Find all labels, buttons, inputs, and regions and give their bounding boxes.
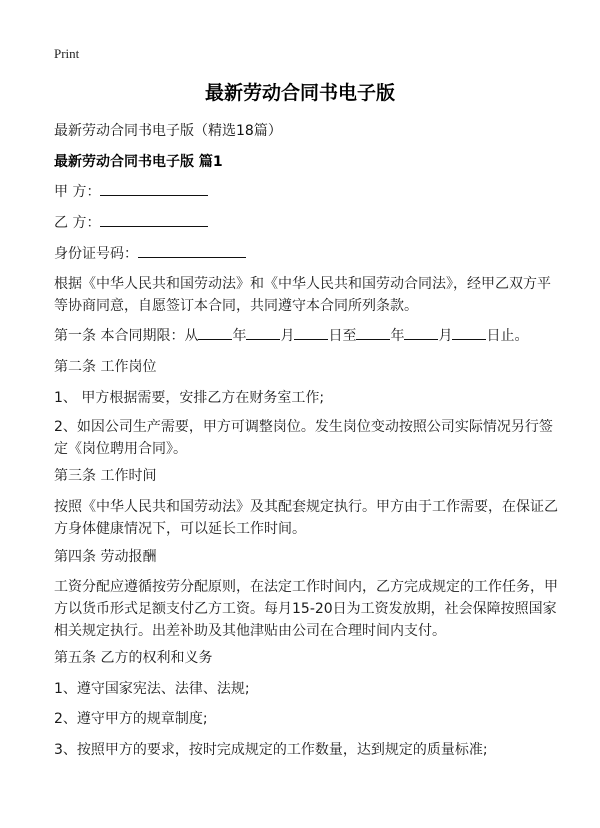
term-blank [294,338,328,340]
section-5-item-2: 2、遵守甲方的规章制度; [54,711,208,727]
section-4-title: 第四条 劳动报酬 [54,549,157,565]
print-link[interactable]: Print [54,46,80,61]
paragraph-line: 相关规定执行。出差补助及其他津贴由公司在合理时间内支付。 [54,623,446,639]
term-prefix: 第一条 本合同期限：从 [54,328,199,344]
paragraph-line: 方身体健康情况下，可以延长工作时间。 [54,521,306,537]
id-number-label: 身份证号码： [54,246,138,262]
paragraph-line: 方以货币形式足额支付乙方工资。每月15-20日为工资发放期，社会保障按照国家 [54,601,557,617]
section-5-item-3: 3、按照甲方的要求，按时完成规定的工作数量，达到规定的质量标准; [54,742,488,758]
intro-paragraph [54,273,551,317]
party-a-label: 甲 方： [54,184,101,200]
contract-term-line [54,325,528,347]
document-title: 最新劳动合同书电子版 [204,82,395,104]
section-3-title: 第三条 工作时间 [54,468,157,484]
article-heading: 最新劳动合同书电子版 篇1 [54,154,223,170]
section-2-item-1: 1、 甲方根据需要，安排乙方在财务室工作; [54,390,325,406]
paragraph-line: 工资分配应遵循按劳分配原则，在法定工作时间内，乙方完成规定的工作任务，甲 [54,579,558,595]
section-2-title: 第二条 工作岗位 [54,359,157,375]
party-b-label: 乙 方： [54,215,101,231]
term-end: 日止。 [486,328,529,344]
section-5-title: 第五条 乙方的权利和义务 [54,650,213,666]
paragraph-line: 按照《中华人民共和国劳动法》及其配套规定执行。甲方由于工作需要，在保证乙 [54,499,558,515]
section-2-item-2 [54,416,553,460]
term-month: 月 [438,328,453,344]
term-year: 年 [232,328,247,344]
intro-line: 等协商同意，自愿签订本合同，共同遵守本合同所列条款。 [54,298,418,314]
term-blank [246,338,280,340]
term-year: 年 [390,328,405,344]
document-subtitle: 最新劳动合同书电子版（精选18篇） [54,123,282,139]
term-blank [404,338,438,340]
party-b-blank [100,225,208,227]
id-number-line [54,243,246,265]
term-blank [356,338,390,340]
id-number-blank [138,256,246,258]
intro-line: 根据《中华人民共和国劳动法》和《中华人民共和国劳动合同法》，经甲乙双方平 [54,276,551,292]
party-a-blank [100,194,208,196]
party-a-line [54,181,208,203]
term-day-to: 日至 [328,328,357,344]
party-b-line [54,212,208,234]
section-4-paragraph [54,576,558,642]
term-month: 月 [280,328,295,344]
section-5-item-1: 1、遵守国家宪法、法律、法规; [54,681,250,697]
term-blank [198,338,232,340]
section-3-paragraph [54,496,558,540]
paragraph-line: 定《岗位聘用合同》。 [54,441,187,457]
term-blank [452,338,486,340]
paragraph-line: 2、如因公司生产需要，甲方可调整岗位。发生岗位变动按照公司实际情况另行签 [54,419,553,435]
